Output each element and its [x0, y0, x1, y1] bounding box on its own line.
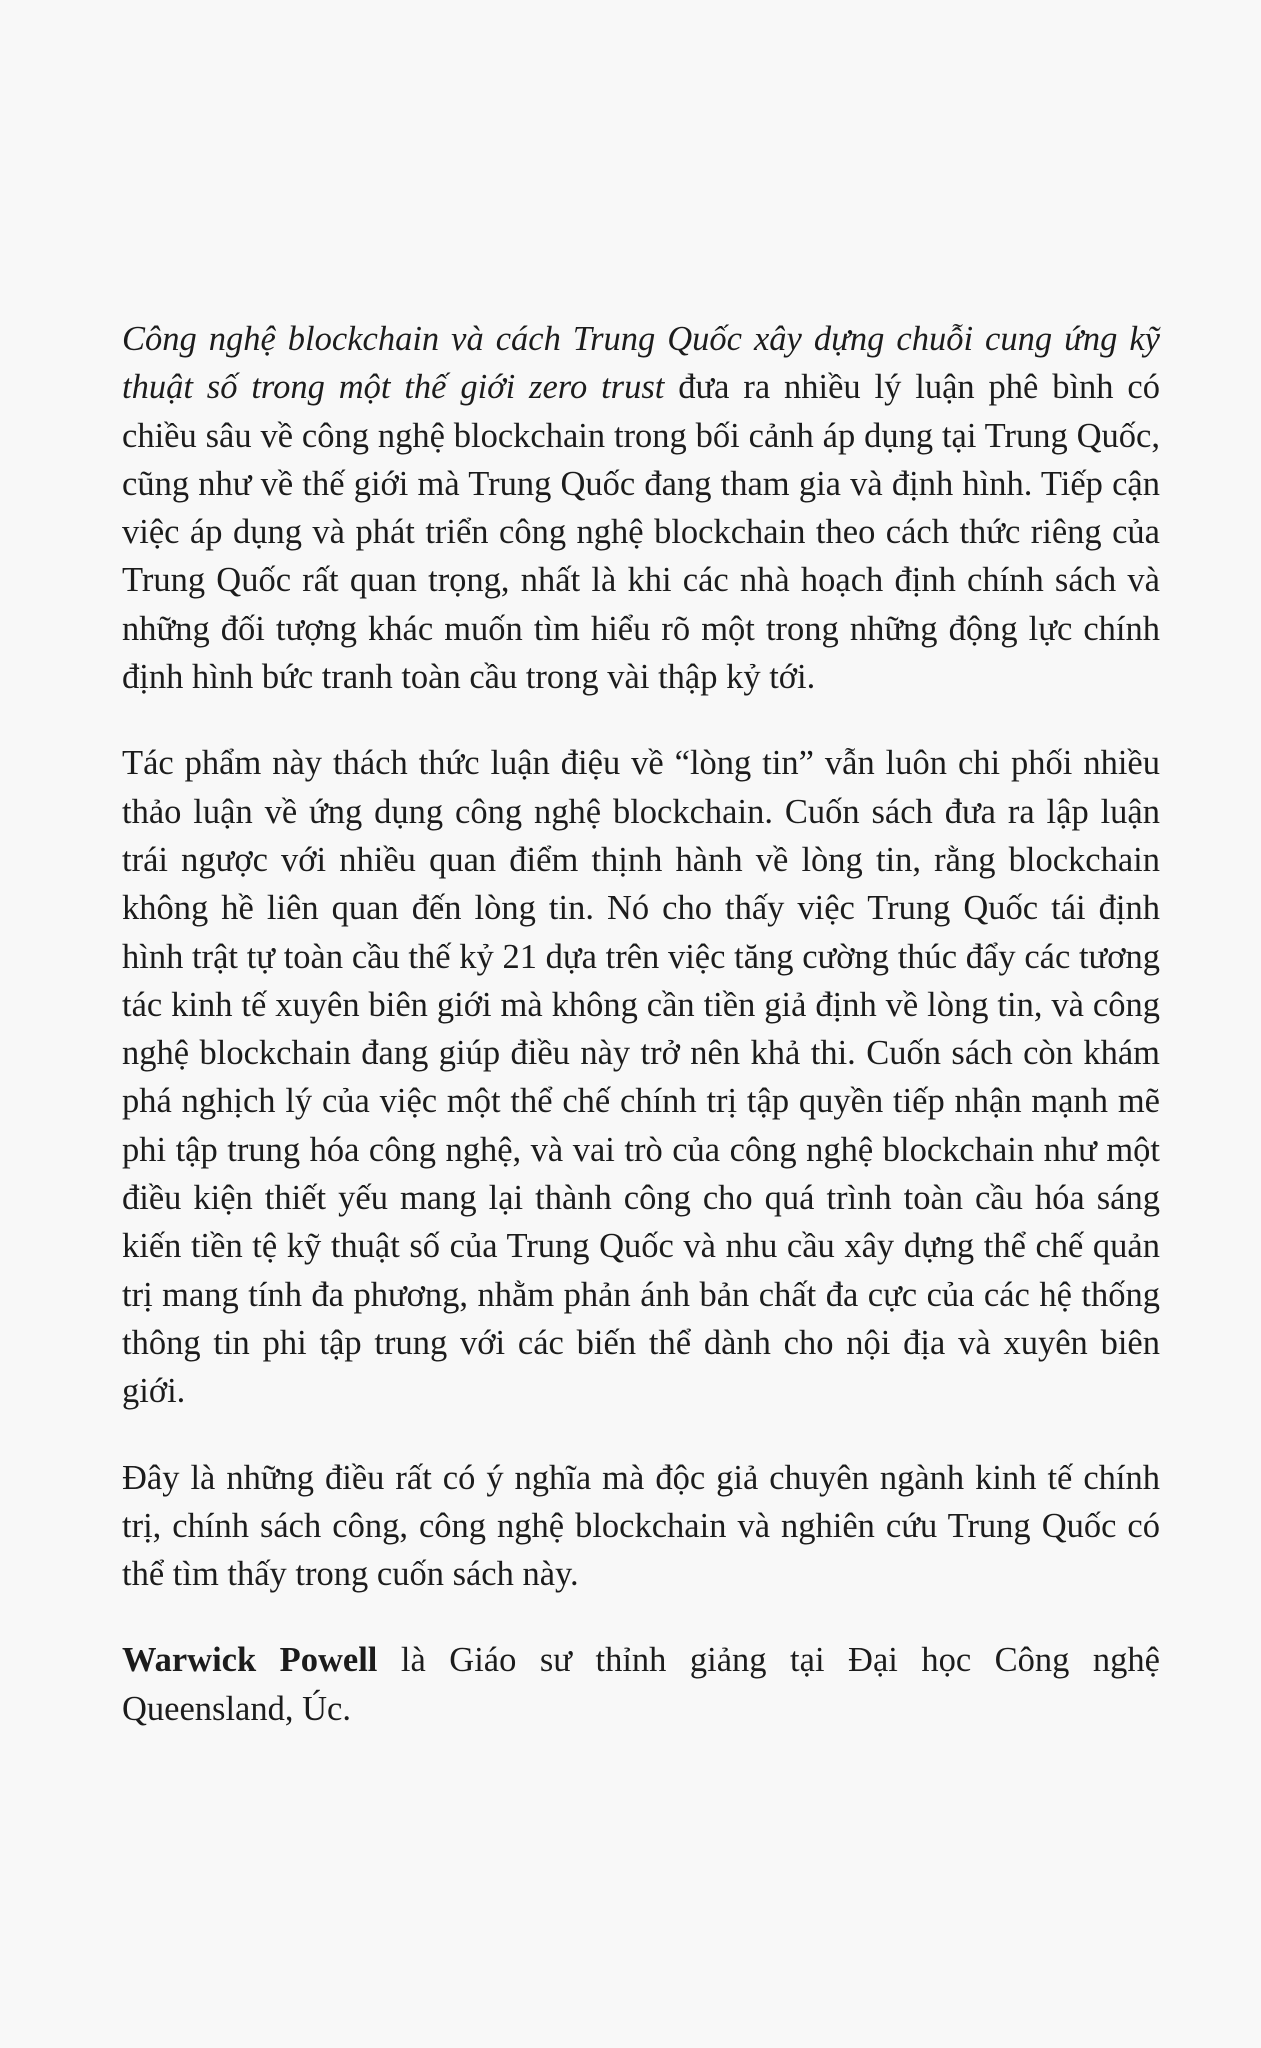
author-bio [122, 1636, 1160, 1733]
paragraph-trust: Tác phẩm này thách thức luận điệu về “lòng tin” vẫn luôn chi phối nhiều thảo luận về ứng dụng công nghệ blockchain. Cuốn sách đưa ra lập luận trái ngược với nhiều quan điểm thịnh hành về lòng tin, rằng blockchain không hề liên quan đến lòng tin. Nó cho thấy việc Trung Quốc tái định hình trật tự toàn cầu thế kỷ 21 dựa trên việc tăng cường thúc đẩy các tương tác kinh tế xuyên biên giới mà không cần tiền giả định về lòng tin, và công nghệ blockchain đang giúp điều này trở nên khả thi. Cuốn sách còn khám phá nghịch lý của việc một thể chế chính trị tập quyền tiếp nhận mạnh mẽ phi tập trung hóa công nghệ, và vai trò của công nghệ blockchain như một điều kiện thiết yếu mang lại thành công cho quá trình toàn cầu hóa sáng kiến tiền tệ kỹ thuật số của Trung Quốc và nhu cầu xây dựng thể chế quản trị mang tính đa phương, nhằm phản ánh bản chất đa cực của các hệ thống thông tin phi tập trung với các biến thể dành cho nội địa và xuyên biên giới. [122, 744, 1160, 1411]
paragraph-intro-text: đưa ra nhiều lý luận phê bình có chiều sâu về công nghệ blockchain trong bối cảnh áp dụng tại Trung Quốc, cũng như về thế giới mà Trung Quốc đang tham gia và định hình. Tiếp cận việc áp dụng và phát triển công nghệ blockchain theo cách thức riêng của Trung Quốc rất quan trọng, nhất là khi các nhà hoạch định chính sách và những đối tượng khác muốn tìm hiểu rõ một trong những động lực chính định hình bức tranh toàn cầu trong vài thập kỷ tới. [122, 368, 1160, 697]
book-title-italic: Công nghệ blockchain và cách Trung Quốc xây dựng chuỗi cung ứng kỹ thuật số trong một thế giới zero trust [122, 320, 1160, 407]
author-bio-text: là Giáo sư thỉnh giảng tại Đại học Công nghệ Queensland, Úc. [122, 1641, 1160, 1728]
author-name: Warwick Powell [122, 1641, 378, 1680]
page-body [122, 315, 1160, 1771]
paragraph-readers: Đây là những điều rất có ý nghĩa mà độc giả chuyên ngành kinh tế chính trị, chính sách công, công nghệ blockchain và nghiên cứu Trung Quốc có thể tìm thấy trong cuốn sách này. [122, 1458, 1160, 1594]
paragraph-intro [122, 315, 1160, 701]
